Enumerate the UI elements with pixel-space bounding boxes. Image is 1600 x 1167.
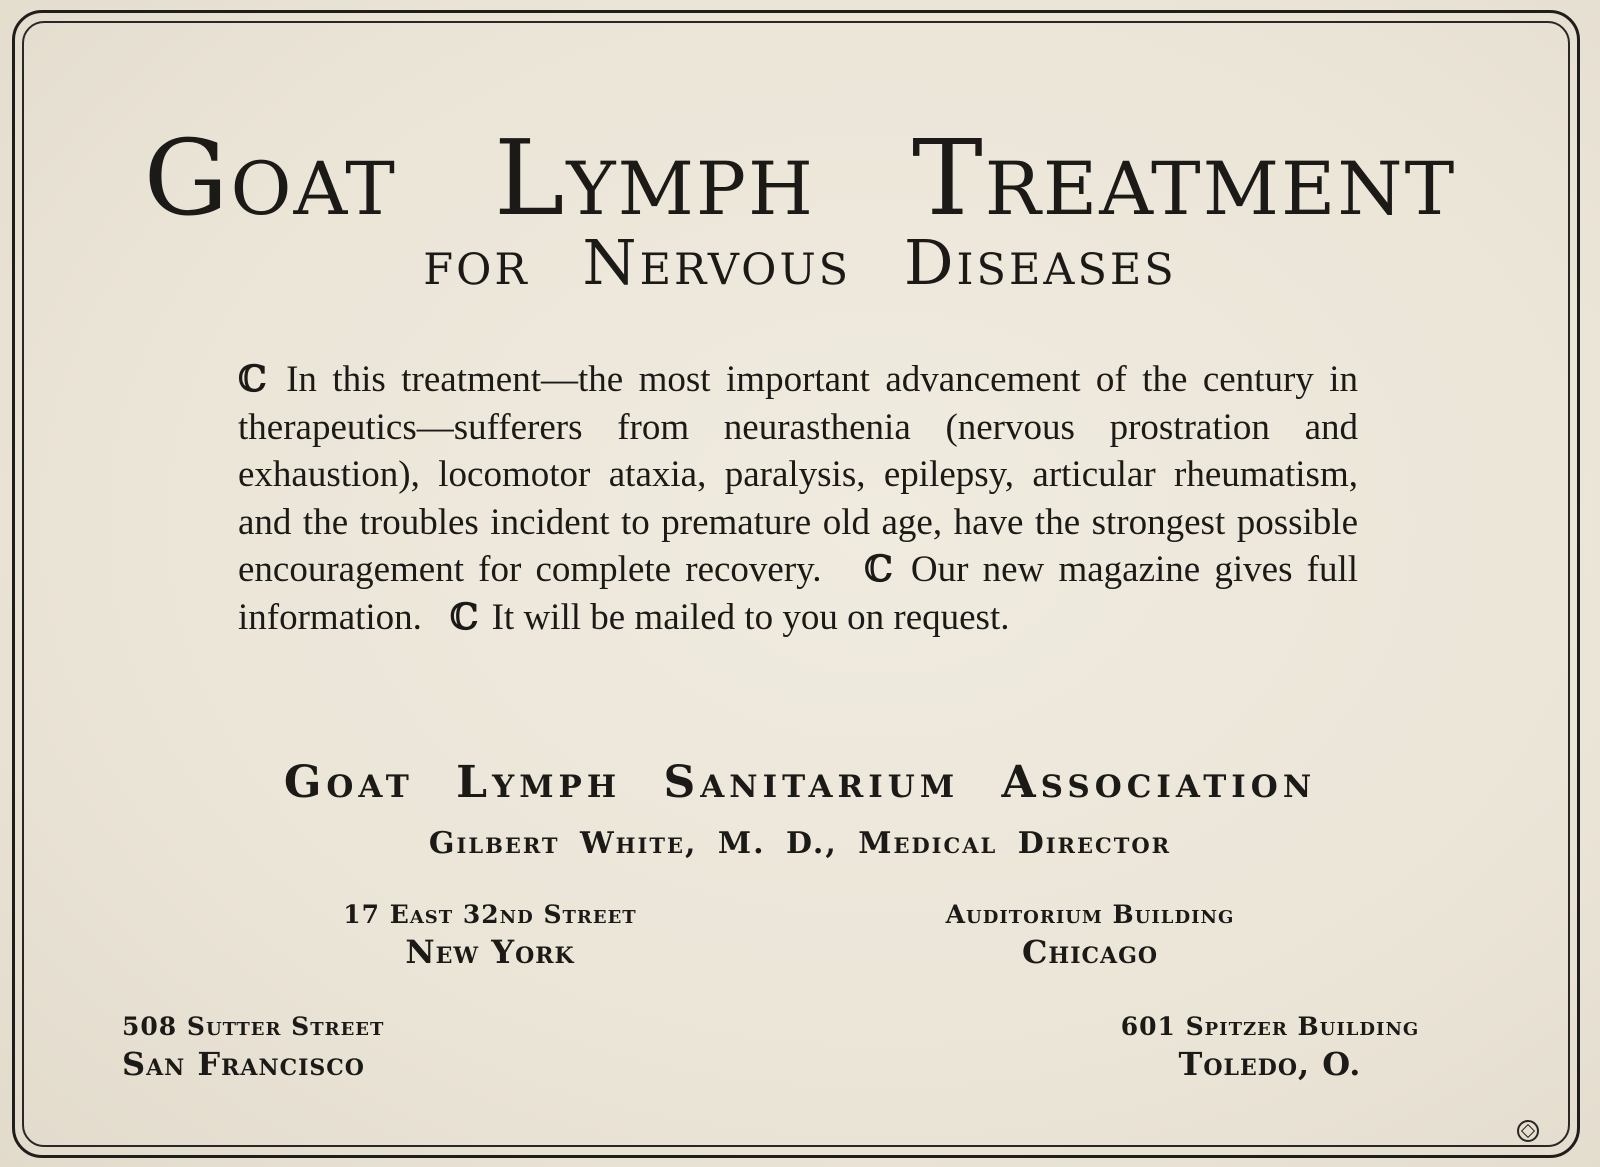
body-sentence-1: In this treatment—the most important advancement of the century in therapeutics—sufferers from neurasthenia (nervous prostration and exhaustion), locomotor ataxia, paralysis, epilepsy, articular rheumatism, and the troubles incident to premature old age, have the strongest possible encouragement for complete recovery. <box>238 359 1359 590</box>
address-street: 508 Sutter Street <box>122 1012 385 1041</box>
ad-title: Goat Lymph Treatment <box>143 117 1457 239</box>
address-street: 601 Spitzer Building <box>1120 1012 1420 1041</box>
address-street: 17 East 32nd Street <box>343 900 637 929</box>
ad-body-text <box>238 356 1358 641</box>
paragraph-mark-icon: ℂ <box>238 358 267 400</box>
address-new-york <box>280 898 700 972</box>
address-chicago <box>880 898 1300 972</box>
address-street: Auditorium Building <box>945 900 1235 929</box>
body-sentence-2: Our new magazine gives full information. <box>238 549 1359 638</box>
paragraph-mark-icon: ℂ <box>864 548 893 590</box>
address-san-francisco <box>110 1010 490 1084</box>
address-city: San Francisco <box>122 1045 365 1083</box>
address-city: New York <box>405 933 575 971</box>
ad-subtitle: for Nervous Diseases <box>423 226 1177 299</box>
printer-seal-icon <box>1517 1120 1539 1142</box>
medical-director: Gilbert White, M. D., Medical Director <box>428 826 1172 861</box>
body-paragraph <box>238 356 1358 641</box>
address-toledo <box>1060 1010 1480 1084</box>
association-name: Goat Lymph Sanitarium Association <box>283 757 1317 808</box>
body-sentence-3: It will be mailed to you on request. <box>491 596 1010 638</box>
paragraph-mark-icon: ℂ <box>449 595 479 638</box>
address-city: Chicago <box>1021 933 1159 971</box>
address-city: Toledo, O. <box>1178 1045 1362 1083</box>
